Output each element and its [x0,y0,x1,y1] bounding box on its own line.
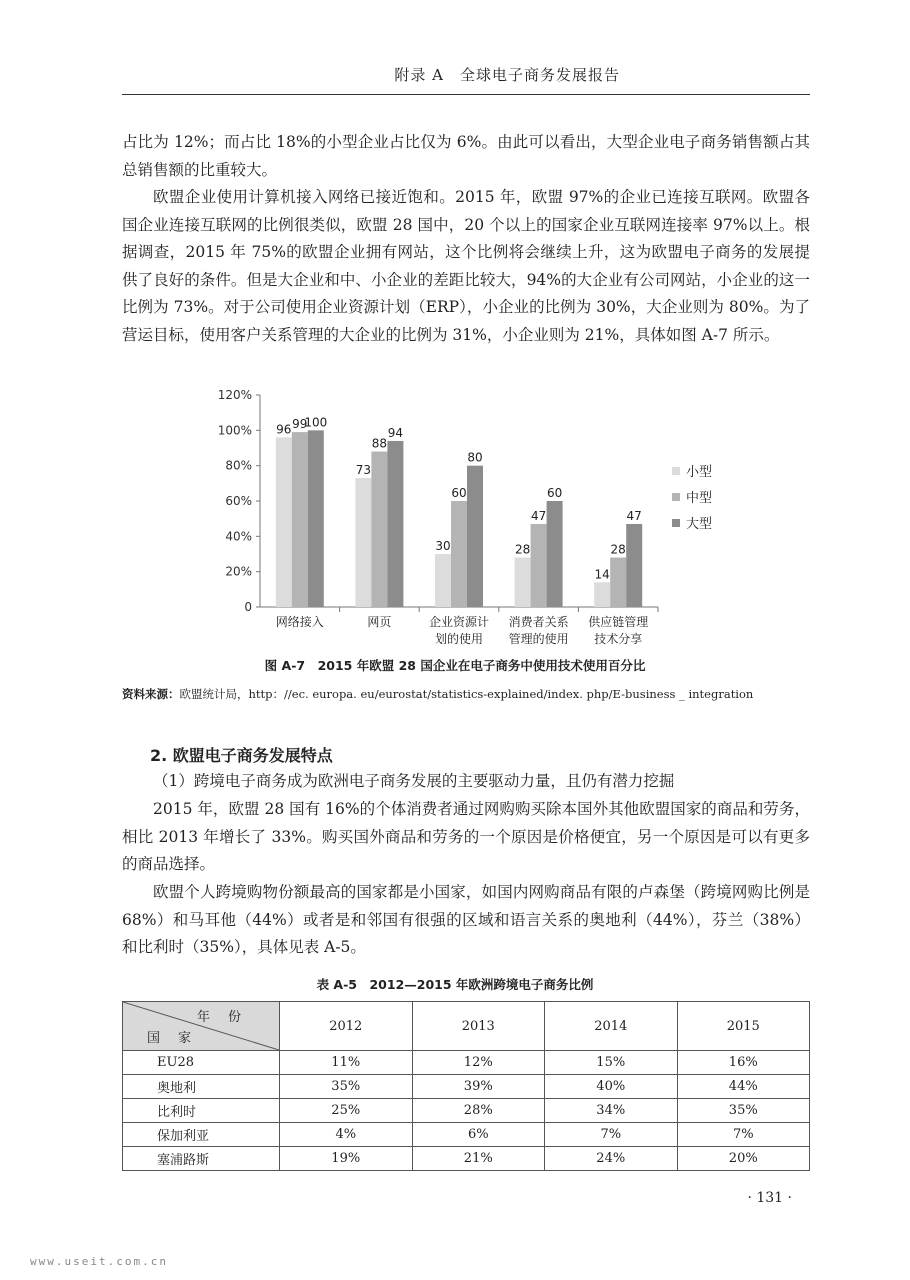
value-cell: 12% [412,1051,545,1075]
bar [387,441,403,607]
bar [435,554,451,607]
paragraph-5: 欧盟个人跨境购物份额最高的国家都是小国家，如国内网购商品有限的卢森堡（跨境网购比例是 68%）和马耳他（44%）或者是和邻国有很强的区域和语言关系的奥地利（44%），芬兰（38%）和比利时（35%），具体见表 A-5。 [122,883,810,956]
value-cell: 24% [545,1147,678,1171]
figure-caption: 图 A-7 2015 年欧盟 28 国企业在电子商务中使用技术使用百分比 [264,658,646,673]
bar-value-label: 30 [435,539,451,553]
value-cell: 25% [280,1099,413,1123]
source-label: 资料来源： [122,687,180,701]
table-row [123,1123,810,1147]
bar-value-label: 47 [530,508,547,523]
bar-value-label: 14 [594,567,610,582]
bar [355,478,371,607]
bar [594,582,610,607]
bar-value-label: 100 [304,415,328,430]
figure-source [122,684,810,704]
value-cell: 11% [280,1051,413,1075]
value-cell: 16% [677,1051,810,1075]
table-corner-cell [123,1002,280,1051]
bar [467,466,483,607]
bar-value-label: 60 [451,486,467,500]
table-caption: 表 A-5 2012—2015 年欧洲跨境电子商务比例 [316,977,594,992]
bar-value-label: 47 [626,508,642,523]
table-header-row [123,1002,810,1051]
legend-label: 小型 [686,465,713,480]
running-header [122,60,810,95]
legend-label: 中型 [686,491,713,506]
table-row [123,1051,810,1075]
paragraph-2: 欧盟企业使用计算机接入网络已接近饱和。2015 年，欧盟 97%的企业已连接互联网。欧盟各国企业连接互联网的比例很类似，欧盟 28 国中，20 个以上的国家企业互联网连接率 97%以上。根据调查，2015 年 75%的欧盟企业拥有网站，这个比例将会继续上升，这为欧盟电子商务的发展提供了良好的条件。但是大企业和中、小企业的差距比较大，94%的大企业有公司网站，小企业的这一比例为 73%。对于公司使用企业资源计划（ERP），小企业的比例为 30%，大企业则为 80%。为了营运目标，使用客户关系管理的大企业的比例为 31%，小企业则为 21%，具体如图 A-7 所示。 [122,188,810,344]
value-cell: 21% [412,1147,545,1171]
table-row [123,1099,810,1123]
value-cell: 6% [412,1123,545,1147]
bar-value-label: 28 [610,542,626,557]
bar [531,524,547,607]
source-text: 欧盟统计局，http：//ec. europa. eu/eurostat/statistics-explained/index. php/E-business _ integration [179,687,754,701]
paragraph-1: 占比为 12%；而占比 18%的小型企业占比仅为 6%。由此可以看出，大型企业电子商务销售额占其总销售额的比重较大。 [122,133,810,179]
table-row [123,1075,810,1099]
country-cell: EU28 [123,1051,280,1075]
bar-value-label: 96 [276,422,292,437]
y-tick-label: 80% [225,458,252,473]
bar [276,437,292,607]
bar-value-label: 88 [371,436,388,451]
value-cell: 39% [412,1075,545,1099]
bar [515,558,531,607]
bar [547,501,563,607]
country-cell: 比利时 [123,1099,280,1123]
year-header: 2014 [545,1002,678,1051]
bar-value-label: 99 [292,417,308,432]
corner-year-label: 年份 [196,1010,259,1025]
header-title: 附录 A 全球电子商务发展报告 [394,66,620,84]
watermark: www.useit.com.cn [30,1255,168,1268]
bar [308,430,324,607]
bar-chart [200,384,730,674]
year-header: 2015 [677,1002,810,1051]
bar-value-label: 73 [355,463,372,478]
y-tick-label: 40% [225,529,252,544]
value-cell: 4% [280,1123,413,1147]
legend-swatch [672,519,680,527]
paragraph-3: （1）跨境电子商务成为欧洲电子商务发展的主要驱动力量，且仍有潜力挖掘 [153,772,675,790]
y-tick-label: 120% [217,388,252,402]
y-tick-label: 20% [225,564,252,579]
country-cell: 奥地利 [123,1075,280,1099]
x-tick-label: 划的使用 [434,632,484,646]
x-tick-label: 网络接入 [275,615,324,629]
table-row [123,1147,810,1171]
x-tick-label: 网页 [367,615,392,629]
bar-value-label: 94 [387,425,404,440]
bar-value-label: 80 [467,450,483,465]
paragraph-4: 2015 年，欧盟 28 国有 16%的个体消费者通过网购购买除本国外其他欧盟国家的商品和劳务，相比 2013 年增长了 33%。购买国外商品和劳务的一个原因是价格便宜，另一个原因是可以有更多的商品选择。 [122,800,810,873]
x-tick-label: 技术分享 [594,632,643,646]
bar [292,432,308,607]
x-tick-label: 消费者关系 [508,615,569,629]
value-cell: 20% [677,1147,810,1171]
value-cell: 19% [280,1147,413,1171]
bar-value-label: 60 [546,486,563,500]
country-cell: 保加利亚 [123,1123,280,1147]
y-tick-label: 0 [244,600,252,614]
value-cell: 35% [677,1099,810,1123]
legend-label: 大型 [686,517,713,532]
bar [610,558,626,607]
corner-country-label: 国家 [147,1031,210,1046]
value-cell: 28% [412,1099,545,1123]
value-cell: 7% [545,1123,678,1147]
bar [371,452,387,607]
cross-border-table [122,1001,810,1171]
value-cell: 44% [677,1075,810,1099]
value-cell: 34% [545,1099,678,1123]
y-tick-label: 60% [225,494,252,508]
legend-swatch [672,467,680,475]
bar-value-label: 28 [514,542,531,557]
year-header: 2012 [280,1002,413,1051]
x-tick-label: 管理的使用 [508,632,569,646]
y-tick-label: 100% [217,423,252,438]
year-header: 2013 [412,1002,545,1051]
legend-swatch [672,493,680,501]
value-cell: 40% [545,1075,678,1099]
country-cell: 塞浦路斯 [123,1147,280,1171]
bar [626,524,642,607]
x-tick-label: 企业资源计 [428,615,490,629]
value-cell: 15% [545,1051,678,1075]
x-tick-label: 供应链管理 [588,615,649,629]
value-cell: 35% [280,1075,413,1099]
page-number: · 131 · [747,1190,792,1206]
section-title: 2. 欧盟电子商务发展特点 [150,746,333,765]
bar [451,501,467,607]
value-cell: 7% [677,1123,810,1147]
